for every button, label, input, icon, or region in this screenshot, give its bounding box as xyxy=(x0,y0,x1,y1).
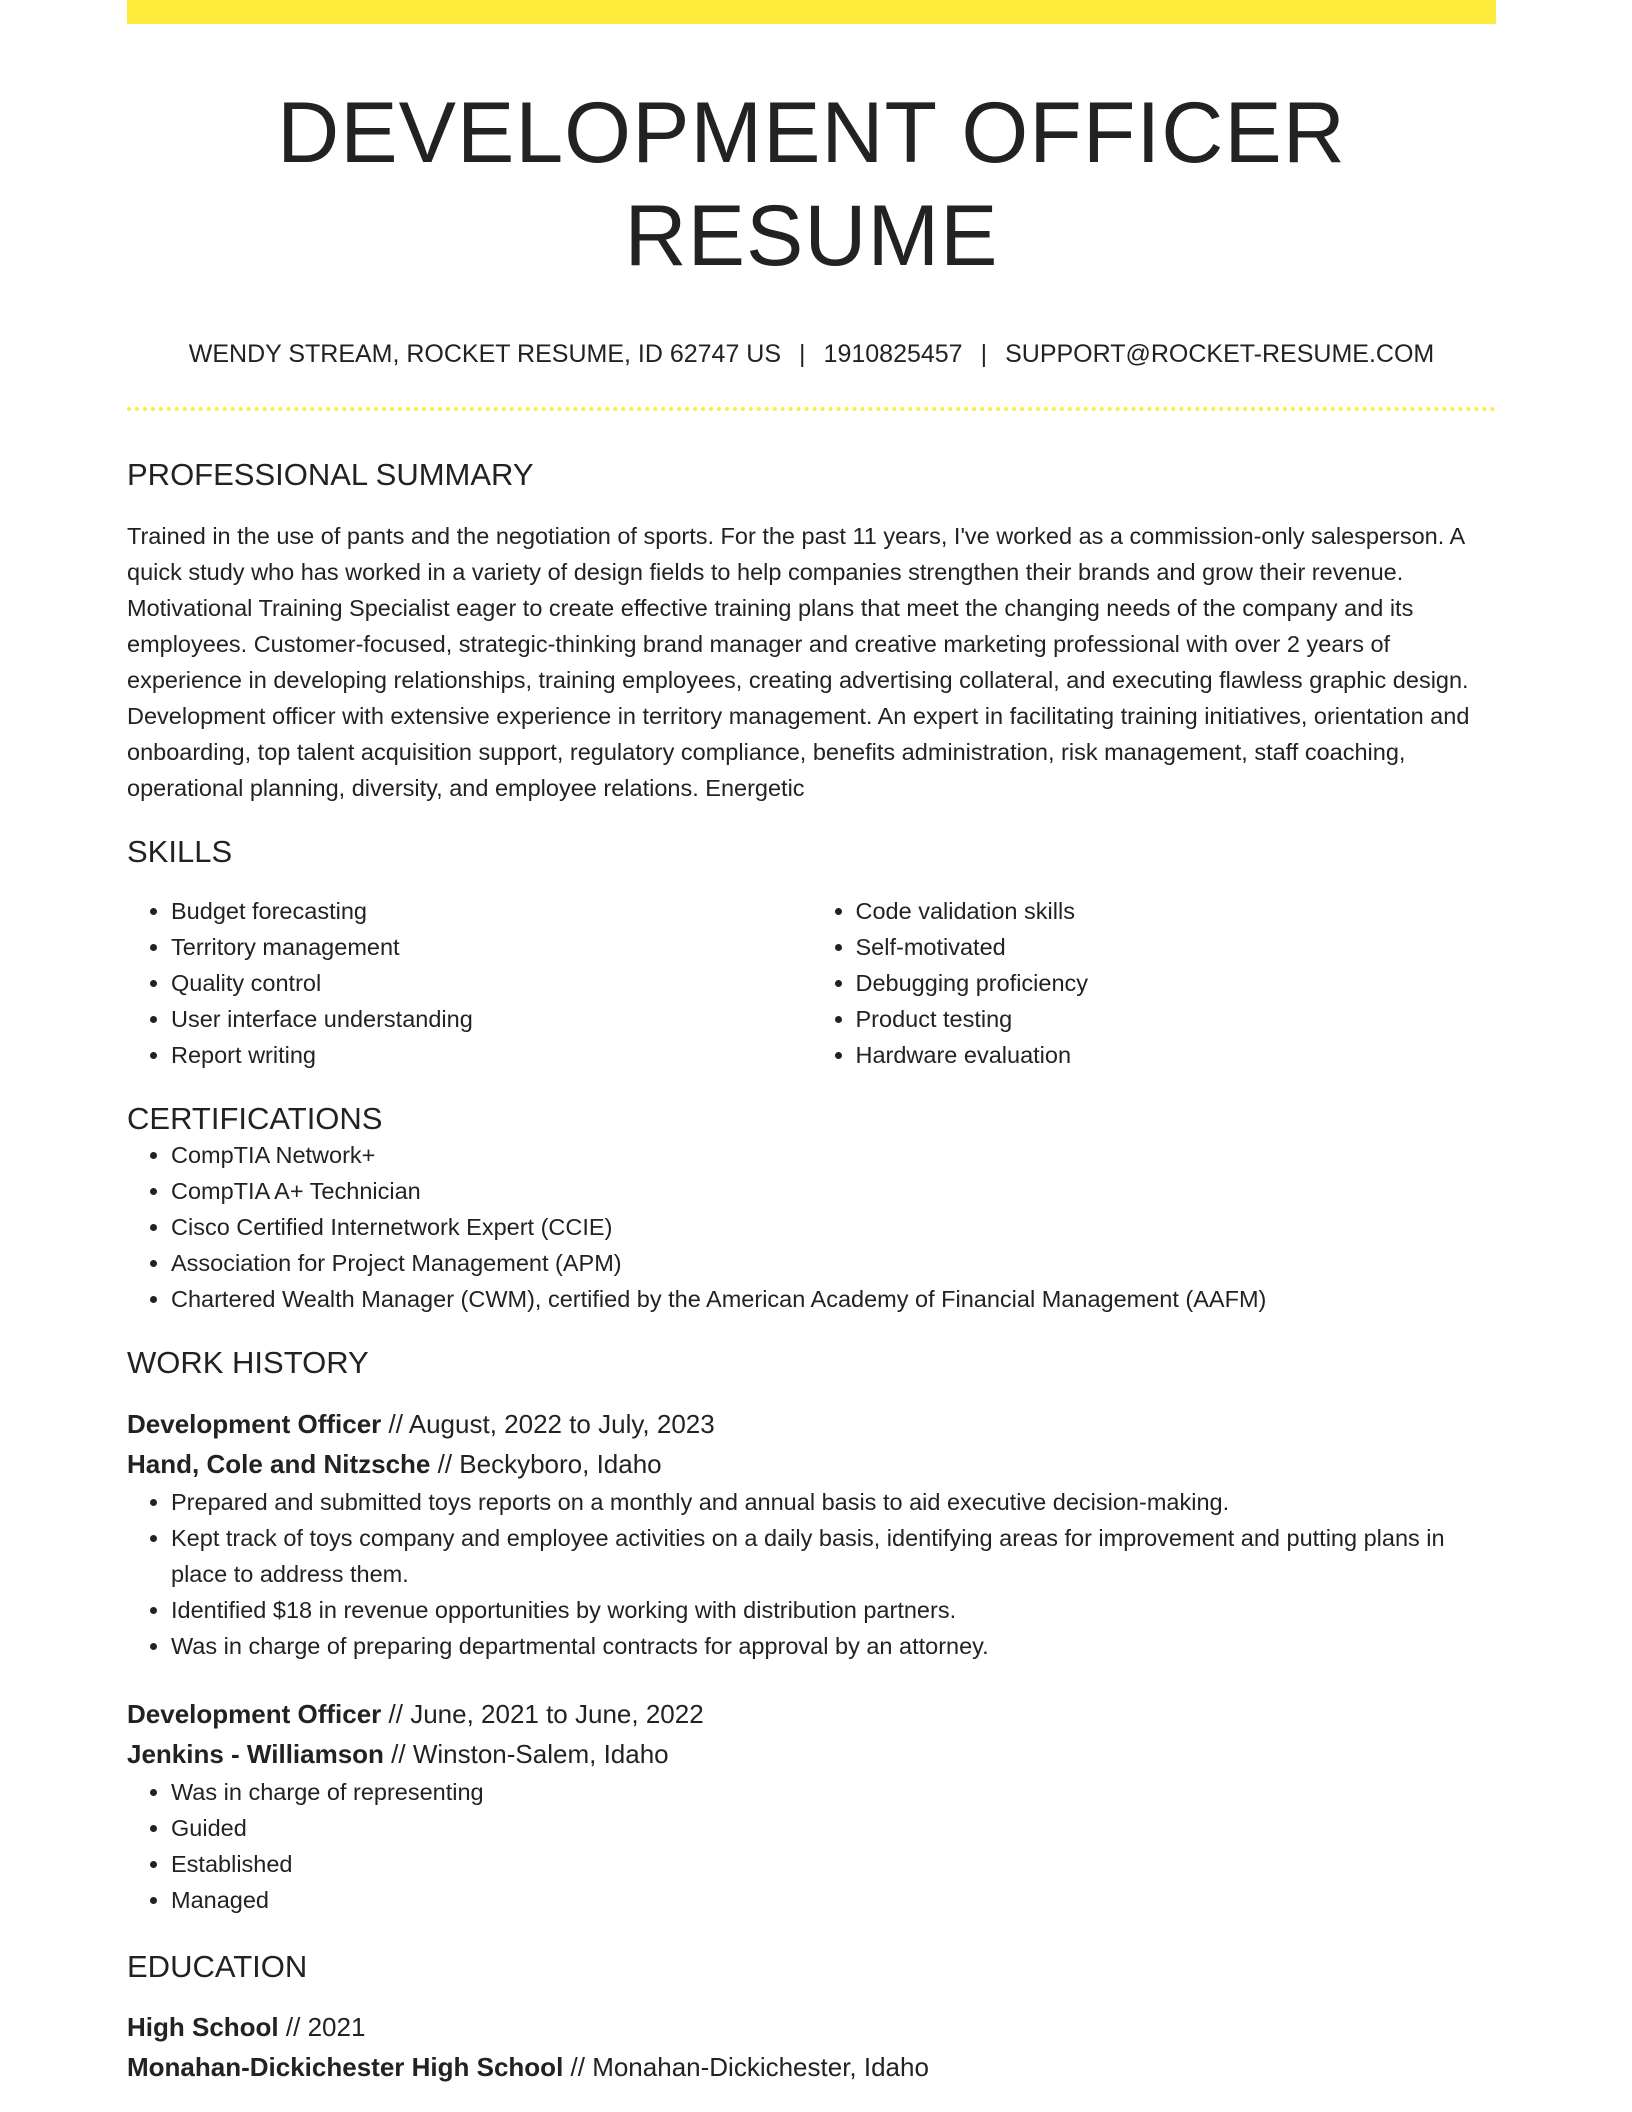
job-bullet: • Kept track of toys company and employee activities on a daily basis, identifying areas for improvement and putting plans in place to address them. xyxy=(171,1520,1496,1592)
summary-text: Trained in the use of pants and the negotiation of sports. For the past 11 years, I've worked as a commission-only salesperson. A quick study who has worked in a variety of design fields to help companies strengthen their brands and grow their revenue. Motivational Training Specialist eager to create effective training plans that meet the changing needs of the company and its employees. Customer-focused, strategic-thinking brand manager and creative marketing professional with over 2 years of experience in developing relationships, training employees, creating advertising collateral, and executing flawless graphic design. Development officer with extensive experience in territory management. An expert in facilitating training initiatives, orientation and onboarding, top talent acquisition support, regulatory compliance, benefits administration, risk management, staff coaching, operational planning, diversity, and employee relations. Energetic xyxy=(127,523,1470,802)
job-location: // Beckyboro, Idaho xyxy=(430,1448,662,1479)
certification-item: • Association for Project Management (APM) xyxy=(171,1245,1496,1281)
job-bullets xyxy=(127,1484,1496,1664)
education-location: // Monahan-Dickichester, Idaho xyxy=(563,2051,929,2082)
dotted-divider xyxy=(127,407,1496,411)
contact-phone: 1910825457 xyxy=(823,340,963,369)
skills-heading: SKILLS xyxy=(127,834,233,870)
education-entry xyxy=(127,2007,1496,2087)
job-bullets xyxy=(127,1774,1496,1918)
education-school: Monahan-Dickichester High School xyxy=(127,2051,564,2082)
contact-separator: | xyxy=(980,340,988,369)
job-title-line xyxy=(127,1694,1496,1734)
skill-item: • Hardware evaluation xyxy=(856,1037,1497,1073)
job-bullet: • Identified $18 in revenue opportunities by working with distribution partners. xyxy=(171,1592,1496,1628)
resume-content xyxy=(127,0,1496,2087)
job-company-line xyxy=(127,1734,1496,1774)
job-dates: // June, 2021 to June, 2022 xyxy=(381,1698,704,1729)
job-entry xyxy=(127,1404,1496,1664)
education-degree-line xyxy=(127,2007,1496,2047)
job-bullet: • Established xyxy=(171,1846,1496,1882)
job-title: Development Officer xyxy=(127,1408,382,1439)
job-company-line xyxy=(127,1444,1496,1484)
job-company: Jenkins - Williamson xyxy=(127,1738,384,1769)
education-heading: EDUCATION xyxy=(127,1948,308,1984)
skills-list-left xyxy=(127,893,812,1073)
job-bullet: • Was in charge of preparing departmental contracts for approval by an attorney. xyxy=(171,1628,1496,1664)
certification-item: • Cisco Certified Internetwork Expert (CCIE) xyxy=(171,1209,1496,1245)
certification-item: • CompTIA A+ Technician xyxy=(171,1173,1496,1209)
certification-item: • CompTIA Network+ xyxy=(171,1137,1496,1173)
skill-item: • Territory management xyxy=(171,929,812,965)
job-bullet: • Managed xyxy=(171,1882,1496,1918)
skill-item: • Self-motivated xyxy=(856,929,1497,965)
contact-line xyxy=(127,338,1496,371)
job-bullet: • Guided xyxy=(171,1810,1496,1846)
skill-item: • Code validation skills xyxy=(856,893,1497,929)
job-bullet: • Prepared and submitted toys reports on a monthly and annual basis to aid executive decision-making. xyxy=(171,1484,1496,1520)
contact-email: SUPPORT@ROCKET-RESUME.COM xyxy=(1005,340,1435,369)
job-company: Hand, Cole and Nitzsche xyxy=(127,1448,431,1479)
job-title-line xyxy=(127,1404,1496,1444)
skills-list-right xyxy=(812,893,1497,1073)
certifications-list xyxy=(127,1137,1496,1317)
skill-item: • User interface understanding xyxy=(171,1001,812,1037)
skill-item: • Report writing xyxy=(171,1037,812,1073)
education-degree: High School xyxy=(127,2011,279,2042)
contact-address: WENDY STREAM, ROCKET RESUME, ID 62747 US xyxy=(188,340,782,369)
skill-item: • Quality control xyxy=(171,965,812,1001)
contact-separator: | xyxy=(799,340,806,369)
skill-item: • Product testing xyxy=(856,1001,1497,1037)
job-dates: // August, 2022 to July, 2023 xyxy=(381,1408,715,1439)
resume-title: DEVELOPMENT OFFICER RESUME xyxy=(277,85,1346,285)
accent-top-bar xyxy=(127,0,1496,24)
skill-item: • Budget forecasting xyxy=(171,893,812,929)
job-entry xyxy=(127,1694,1496,1918)
certifications-heading: CERTIFICATIONS xyxy=(127,1101,383,1137)
certification-item: • Chartered Wealth Manager (CWM), certified by the American Academy of Financial Management (AAFM) xyxy=(171,1281,1496,1317)
job-bullet: • Was in charge of representing xyxy=(171,1774,1496,1810)
job-title: Development Officer xyxy=(127,1698,382,1729)
skill-item: • Debugging proficiency xyxy=(856,965,1497,1001)
skills-grid xyxy=(127,893,1496,1073)
education-school-line xyxy=(127,2047,1496,2087)
summary-heading: PROFESSIONAL SUMMARY xyxy=(127,456,534,492)
work-history-heading: WORK HISTORY xyxy=(127,1345,369,1381)
job-location: // Winston-Salem, Idaho xyxy=(383,1738,669,1769)
education-year: // 2021 xyxy=(278,2011,366,2042)
